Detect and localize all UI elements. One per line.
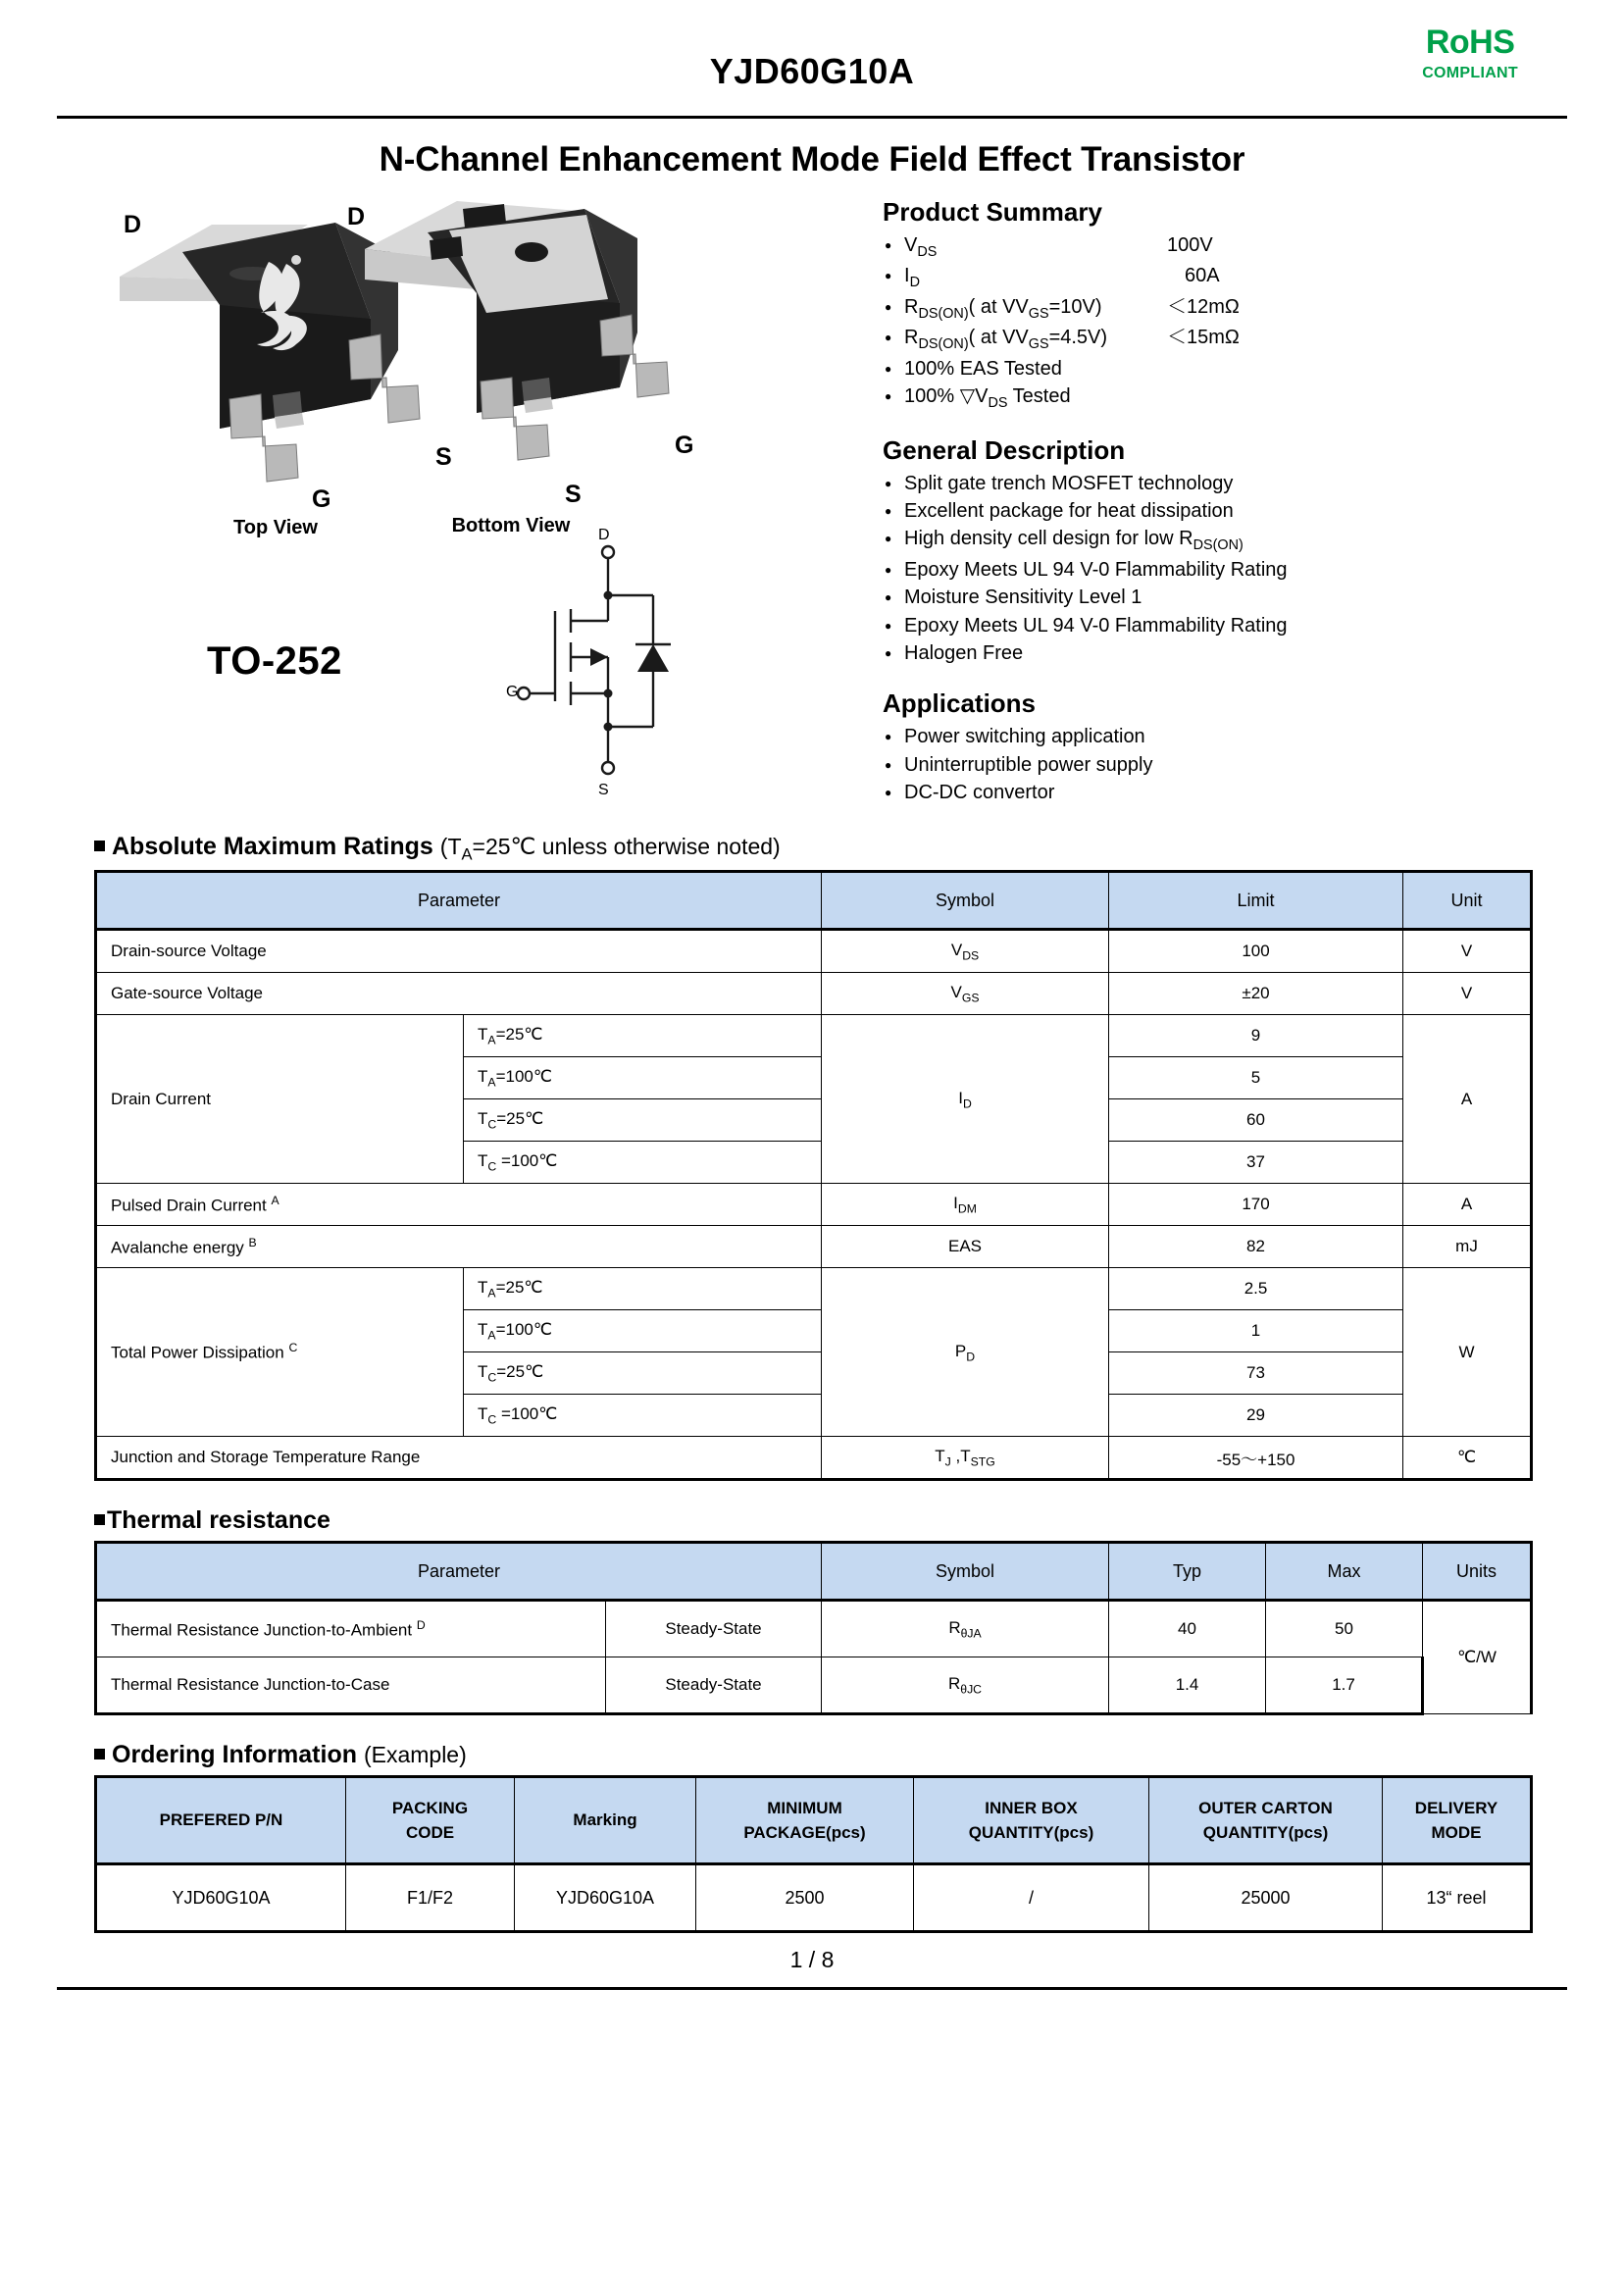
absmax-unit: A [1403,1184,1532,1226]
bottom-view-pin-s-label: S [565,481,582,508]
applications-heading: Applications [883,688,1037,719]
absmax-unit: V [1403,973,1532,1015]
ordering-cell-delivery-mode: 13“ reel [1383,1864,1532,1932]
absmax-symbol: EAS [822,1226,1109,1268]
header-divider [57,116,1567,119]
applications-item: ● Uninterruptible power supply [883,751,1530,779]
thermal-param-junction-to-case: Thermal Resistance Junction-to-Case [96,1657,606,1714]
ordering-col-outer-carton-quantity: OUTER CARTON QUANTITY(pcs) [1149,1777,1383,1864]
absmax-unit: mJ [1403,1226,1532,1268]
table-row [96,1268,1532,1310]
general-description-list [883,470,1530,668]
ordering-col-inner-box-quantity: INNER BOX QUANTITY(pcs) [914,1777,1149,1864]
table-row [96,1437,1532,1480]
absmax-limit: 37 [1109,1142,1403,1184]
absmax-condition: $T_C$ =100℃ [464,1395,822,1437]
absmax-limit: 60 [1109,1099,1403,1142]
bullet-square-icon [94,1749,105,1759]
summary-item-id: ● $I_D$ 60A [883,262,1530,292]
applications-item: ● DC-DC convertor [883,779,1530,806]
absmax-limit: 9 [1109,1015,1403,1057]
thermal-col-units: Units [1423,1543,1532,1601]
top-view-pin-s-label: S [435,443,452,471]
thermal-col-symbol: Symbol [822,1543,1109,1601]
table-row [96,1864,1532,1932]
top-view-pin-d-label: D [124,211,142,238]
summary-item-eas-tested: ● 100% EAS Tested [883,355,1530,382]
table-row [96,1015,1532,1057]
thermal-param-junction-to-ambient: Thermal Resistance Junction-to-Ambient $^D$ [96,1601,606,1657]
table-row [96,930,1532,973]
schematic-pin-g-label: G [506,684,519,700]
general-description-item: ● High density cell design for low $R_{DS(ON)}$ [883,525,1530,555]
absmax-limit: 73 [1109,1352,1403,1395]
rohs-compliant-text: COMPLIANT [1422,65,1518,81]
rohs-main-text: RoHS [1425,24,1515,61]
thermal-resistance-table [94,1541,1533,1715]
absmax-col-symbol: Symbol [822,872,1109,930]
bottom-view-pin-g-label: G [675,432,694,459]
page-header [94,0,1530,116]
absmax-condition: $T_C=25℃$ [464,1099,822,1142]
absmax-param-junction-storage-temp: Junction and Storage Temperature Range [96,1437,822,1480]
to252-bottom-view-image [339,195,692,480]
absmax-param-gate-source-voltage: Gate-source Voltage [96,973,822,1015]
page-title: N-Channel Enhancement Mode Field Effect Transistor [379,140,1245,178]
summary-item-rdson-10v: ● $R_{DS(ON)}$( at $VV_{GS}=10V) <12m\Omega$ [883,293,1530,324]
thermal-condition: Steady-State [606,1657,822,1714]
part-number-title: YJD60G10A [709,51,915,91]
ordering-cell-marking: YJD60G10A [515,1864,696,1932]
table-row [96,1601,1532,1657]
ordering-col-minimum-package: MINIMUM PACKAGE(pcs) [696,1777,914,1864]
absmax-unit: ℃ [1403,1437,1532,1480]
rohs-logo [1422,25,1518,81]
absolute-maximum-ratings-table [94,870,1533,1481]
footer-divider [57,1987,1567,1990]
absmax-col-limit: Limit [1109,872,1403,930]
general-description-item: ● Epoxy Meets UL 94 V-0 Flammability Rating [883,612,1530,639]
absmax-col-unit: Unit [1403,872,1532,930]
package-drawings [94,193,869,798]
top-view-caption: Top View [233,517,318,538]
absmax-condition: $T_A=100℃$ [464,1057,822,1099]
absmax-limit: 2.5 [1109,1268,1403,1310]
absmax-unit: W [1403,1268,1532,1437]
absmax-condition: $T_C$ =100℃ [464,1142,822,1184]
ordering-col-packing-code: PACKING CODE [346,1777,515,1864]
absmax-limit: 100 [1109,930,1403,973]
absmax-limit: 170 [1109,1184,1403,1226]
absmax-symbol: $T_J$ $,T_{STG}$ [822,1437,1109,1480]
absmax-symbol: $I_D$ [822,1015,1109,1184]
absmax-condition: $T_A=25℃$ [464,1268,822,1310]
absmax-condition: $T_A=100℃$ [464,1310,822,1352]
thermal-max: 1.7 [1266,1657,1423,1714]
schematic-pin-d-label: D [598,527,610,543]
ordering-col-preferred-pn: PREFERED P/N [96,1777,346,1864]
bullet-square-icon [94,841,105,851]
absmax-param-avalanche-energy: Avalanche energy $^B$ [96,1226,822,1268]
summary-item-vds-tested: ● 100% $▽V_{DS}$ Tested [883,382,1530,413]
absmax-condition: $T_A=25℃$ [464,1015,822,1057]
absmax-limit: 5 [1109,1057,1403,1099]
table-row [96,1184,1532,1226]
ordering-cell-preferred-pn: YJD60G10A [96,1864,346,1932]
bottom-view-caption: Bottom View [451,515,571,536]
product-summary-heading: Product Summary [883,197,1102,227]
general-description-item: ● Moisture Sensitivity Level 1 [883,584,1530,611]
general-description-item: ● Epoxy Meets UL 94 V-0 Flammability Rating [883,556,1530,584]
absmax-unit: A [1403,1015,1532,1184]
ordering-information-table [94,1775,1533,1933]
general-description-item: ● Excellent package for heat dissipation [883,497,1530,525]
ordering-information-heading: Ordering Information (Example) [94,1741,1530,1769]
absmax-symbol: $I_{DM}$ [822,1184,1109,1226]
bottom-view-pin-d-label: D [347,203,366,230]
product-summary-list [883,231,1530,414]
thermal-units: ℃/W [1423,1601,1532,1714]
absmax-limit: -55～+150 [1109,1437,1403,1480]
thermal-condition: Steady-State [606,1601,822,1657]
absmax-symbol: $V_{GS}$ [822,973,1109,1015]
absmax-unit: V [1403,930,1532,973]
general-description-item: ● Split gate trench MOSFET technology [883,470,1530,497]
absmax-symbol: $V_{DS}$ [822,930,1109,973]
thermal-symbol: $R_{\theta JA}$ [822,1601,1109,1657]
thermal-symbol: $R_{\theta JC}$ [822,1657,1109,1714]
ordering-cell-packing-code: F1/F2 [346,1864,515,1932]
ordering-cell-inner-box-quantity: / [914,1864,1149,1932]
thermal-col-typ: Typ [1109,1543,1266,1601]
page-number: 1 / 8 [789,1947,835,1973]
thermal-resistance-heading: Thermal resistance [94,1506,1530,1535]
specs-column [869,193,1530,807]
summary-item-rdson-4v5: ● $R_{DS(ON)}$( at $VV_{GS}=4.5V) <15m\Omega$ [883,324,1530,354]
schematic-pin-s-label: S [598,782,609,798]
absmax-param-pulsed-drain-current: Pulsed Drain Current $^A$ [96,1184,822,1226]
thermal-col-parameter: Parameter [96,1543,822,1601]
ordering-col-delivery-mode: DELIVERY MODE [1383,1777,1532,1864]
bullet-square-icon [94,1514,105,1525]
applications-list [883,723,1530,806]
ordering-cell-minimum-package: 2500 [696,1864,914,1932]
general-description-heading: General Description [883,434,1126,465]
absmax-param-drain-source-voltage: Drain-source Voltage [96,930,822,973]
general-description-item: ● Halogen Free [883,639,1530,667]
top-view-pin-g-label: G [312,485,331,513]
ordering-cell-outer-carton-quantity: 25000 [1149,1864,1383,1932]
absolute-maximum-ratings-heading: Absolute Maximum Ratings ($T_A=25℃$ unless otherwise noted) [94,833,1530,865]
table-row [96,1226,1532,1268]
absmax-limit: 29 [1109,1395,1403,1437]
table-row [96,1657,1532,1714]
absmax-symbol: $P_D$ [822,1268,1109,1437]
applications-item: ● Power switching application [883,723,1530,750]
thermal-max: 50 [1266,1601,1423,1657]
table-row [96,973,1532,1015]
absmax-condition: $T_C=25℃$ [464,1352,822,1395]
summary-item-vds: ● $V_{DS}$ 100V [883,231,1530,262]
thermal-typ: 1.4 [1109,1657,1266,1714]
mosfet-schematic-symbol [506,538,702,803]
ordering-col-marking: Marking [515,1777,696,1864]
package-name-label: TO-252 [207,639,342,683]
absmax-col-parameter: Parameter [96,872,822,930]
top-section [94,193,1530,807]
thermal-typ: 40 [1109,1601,1266,1657]
thermal-col-max: Max [1266,1543,1423,1601]
absmax-limit: ±20 [1109,973,1403,1015]
absmax-param-drain-current: Drain Current [96,1015,464,1184]
absmax-limit: 82 [1109,1226,1403,1268]
absmax-param-total-power-dissipation: Total Power Dissipation $^C$ [96,1268,464,1437]
absmax-limit: 1 [1109,1310,1403,1352]
